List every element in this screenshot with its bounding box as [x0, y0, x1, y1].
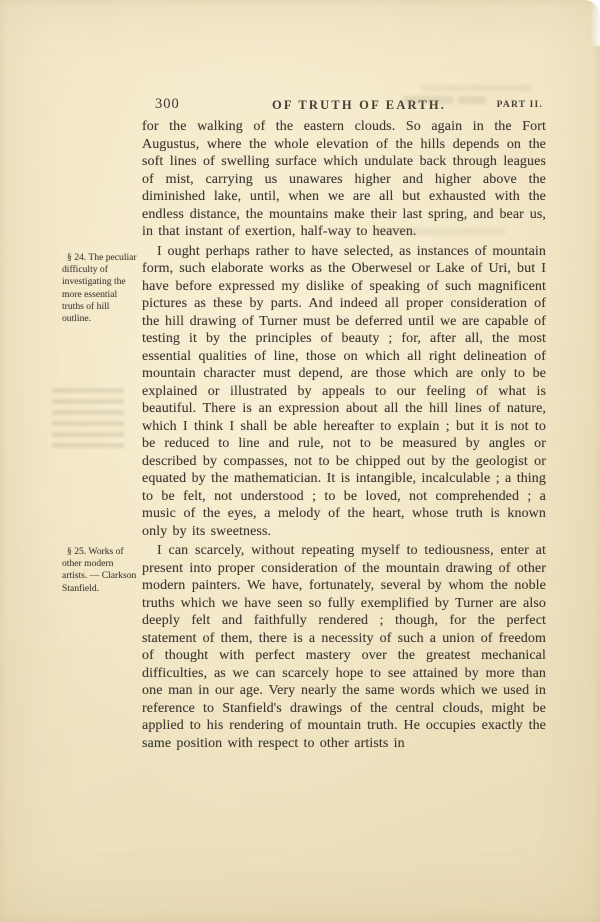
paragraph-continuation: for the walking of the eastern clouds. So again in the Fort Augustus, where the whole elevation of the hills depends on the soft lines of swelling surface which undulate back through leagues of mist, carrying us unawares higher and higher above the diminished lake, until, when we are all but exhausted with the endless distance, the mountains make their last spring, and bear us, in that instant of exertion, half-way to heaven. — [142, 119, 546, 239]
sidenote-showthrough-ghost — [52, 388, 124, 454]
part-label: PART II. — [496, 100, 543, 110]
sidenote-section-25: § 25. Works of other modern artists. — Clarkson Stanfield. — [62, 546, 137, 594]
paragraph-section-24: I ought perhaps rather to have selected, as instances of mountain form, such elaborate works as the Oberwesel or Lake of Uri, but I have before expressed my dislike of speaking of such magnificent pictures as these by parts. And indeed all proper consideration of the hill drawing of Turner must be deferred until we are capable of testing it by the principles of beauty ; for, after all, the most essential qualities of line, those on which all right delineation of mountain character must depend, are those which are only to be explained or illustrated by appeals to our feeling of what is beautiful. There is an expression about all the hill lines of nature, which I think I shall be able hereafter to explain ; but it is not to be reduced to line and rule, not to be measured by angles or described by compasses, not to be chipped out by the geologist or equated by the mathematician. It is intangible, incalculable ; a thing to be felt, not understood ; to be loved, not comprehended ; a music of the eyes, a melody of the heart, whose truth is known only by its sweetness. — [142, 243, 546, 539]
ink-showthrough-smudge — [375, 228, 505, 235]
ink-showthrough-smudge — [458, 96, 486, 104]
sidenote-section-24: § 24. The peculiar difficulty of investigating the more essential truths of hill outline. — [62, 252, 137, 325]
body-text-column — [142, 118, 546, 754]
page-header — [0, 96, 600, 114]
paragraph-section-25: I can scarcely, without repeating myself to tediousness, enter at present into proper consideration of the mountain drawing of other modern painters. We have, fortunately, several by whom the noble truths which we have seen so fully exemplified by Turner are also deeply felt and faithfully rendered ; though, for the perfect statement of them, there is a necessity of such a union of freedom of thought with perfect mastery over the greatest mechanical difficulties, as we can scarcely hope to see attained by more than one man in our age. Very nearly the same words which we used in reference to Stanfield's drawings of the central clouds, might be applied to his rendering of mountain truth. He occupies exactly the same position with respect to other artists in — [142, 543, 546, 751]
ink-showthrough-smudge — [422, 85, 530, 91]
running-title: OF TRUTH OF EARTH. — [272, 98, 447, 112]
page-number: 300 — [155, 96, 180, 112]
page-corner-highlight — [590, 0, 600, 46]
ink-showthrough-smudge — [403, 96, 453, 104]
